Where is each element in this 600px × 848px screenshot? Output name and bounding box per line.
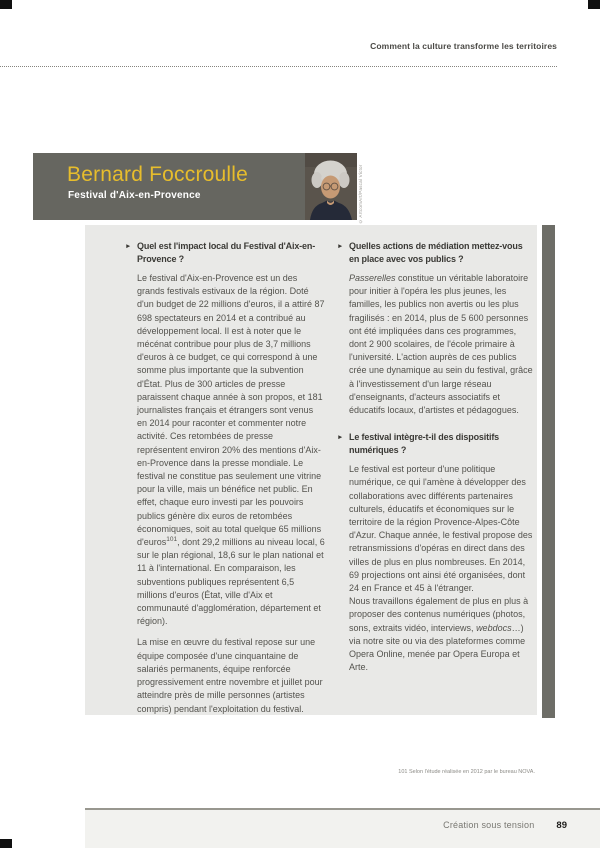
interviewee-organization: Festival d'Aix-en-Provence <box>68 190 201 201</box>
footnote: 101 Selon l'étude réalisée en 2012 par le bureau NOVA. <box>398 769 535 775</box>
side-accent-bar <box>542 225 555 718</box>
running-header: Comment la culture transforme les territoires <box>370 41 557 51</box>
question-text: Quel est l'impact local du Festival d'Aix-en-Provence ? <box>137 241 316 264</box>
interview-column-right <box>337 240 533 682</box>
answer-impact-paragraph-2: La mise en œuvre du festival repose sur une équipe composée d'une cinquantaine de salariés permanents, équipe renforcée progressivement entre novembre et juillet pour atteindre près de mille personnes (artistes compris) pendant l'exploitation du festival. <box>137 637 323 714</box>
page-footer <box>85 808 600 848</box>
crop-mark-top-left-icon <box>0 0 12 9</box>
question-numerique <box>337 431 533 457</box>
question-mediation <box>337 240 533 266</box>
answer-numerique-paragraph-1: Le festival est porteur d'une politique numérique, ce qui l'amène à développer des collaborations avec différents partenaires culturels, éducatifs et économiques sur le territoire de la région Provence-Alpes-Côte d'Azur. Chaque année, le festival propose des retransmissions d'opéras en direct dans des villes de plus en plus nombreuses. En 2014, 69 projections ont ainsi été organisées, dont 24 en France et 45 à l'étranger. <box>349 464 533 594</box>
crop-mark-bottom-left-icon <box>0 839 12 848</box>
question-text: Le festival intègre-t-il des dispositifs numériques ? <box>349 432 500 456</box>
interviewee-photo-icon <box>305 153 357 220</box>
interview-column-left <box>125 240 325 724</box>
interview-panel <box>85 225 537 715</box>
answer-numerique-paragraph-2: Nous travaillons également de plus en plus à proposer des contenus numériques (photos, sons, extraits vidéo, interviews, webdocs…) via notre site ou via des plateformes comme Opera Online, menée par Opera Europa et Arte. <box>349 596 529 673</box>
answer-impact-paragraph-1: Le festival d'Aix-en-Provence est un des grands festivals estivaux de la région. Doté d'un budget de 22 millions d'euros, il a attiré 87 698 spectateurs en 2014 et a contribué au développement local. Il est à noter que le mécénat contribue pour plus de 3,7 millions d'euros à ce budget, ce qui correspond à une somme plus importante que la subvention d'État. Plus de 300 articles de presse paraissent chaque année à son propos, et 181 journalistes français et étrangers sont venus en 2014 pour raconter et commenter notre activité. Ces retombées de presse représentent environ 20% des mentions d'Aix-en-Provence dans la presse mondiale. Le festival ne constitue pas seulement une vitrine pour la ville, mais un bénéfice net public. En effet, chaque euro investi par les pouvoirs publics génère dix euros de retombées économiques, soit au total quelque 65 millions d'euros$^{101}$, dont 29,2 millions au niveau local, 6 sur le plan régional, 18,6 sur le plan national et 11 à l'international. En comparaison, les subventions publiques représentent 6,5 millions d'euros (État, ville d'Aix et communauté d'agglomération, département et région). <box>137 273 325 627</box>
crop-mark-top-right-icon <box>588 0 600 9</box>
question-impact-local <box>125 240 325 266</box>
question-marker-icon: ► <box>125 243 132 250</box>
page-number: 89 <box>556 820 567 831</box>
interviewee-name: Bernard Foccroulle <box>67 163 249 186</box>
question-text: Quelles actions de médiation mettez-vous en place avec vos publics ? <box>349 241 523 264</box>
header-divider <box>0 66 557 67</box>
question-marker-icon: ► <box>337 243 344 250</box>
footer-section-title: Création sous tension <box>443 820 535 830</box>
photo-credit: © ArtcomArt/Pascal Victor <box>358 164 363 224</box>
answer-mediation-paragraph: Passerelles constitue un véritable laboratoire pour initier à l'opéra les plus jeunes, les familles, les publics non avertis ou les plus fragilisés : en 2014, plus de 5 600 personnes ont été impliquées dans ces programmes, dont 2 900 scolaires, de l'école primaire à l'université. L'action auprès de ces publics crée une dynamique au sein du festival, grâce à l'investissement d'un large réseau d'enseignants, d'acteurs associatifs et éducatifs locaux, d'artistes et pédagogues. <box>349 273 533 416</box>
question-marker-icon: ► <box>337 434 344 442</box>
interviewee-banner <box>33 153 357 220</box>
